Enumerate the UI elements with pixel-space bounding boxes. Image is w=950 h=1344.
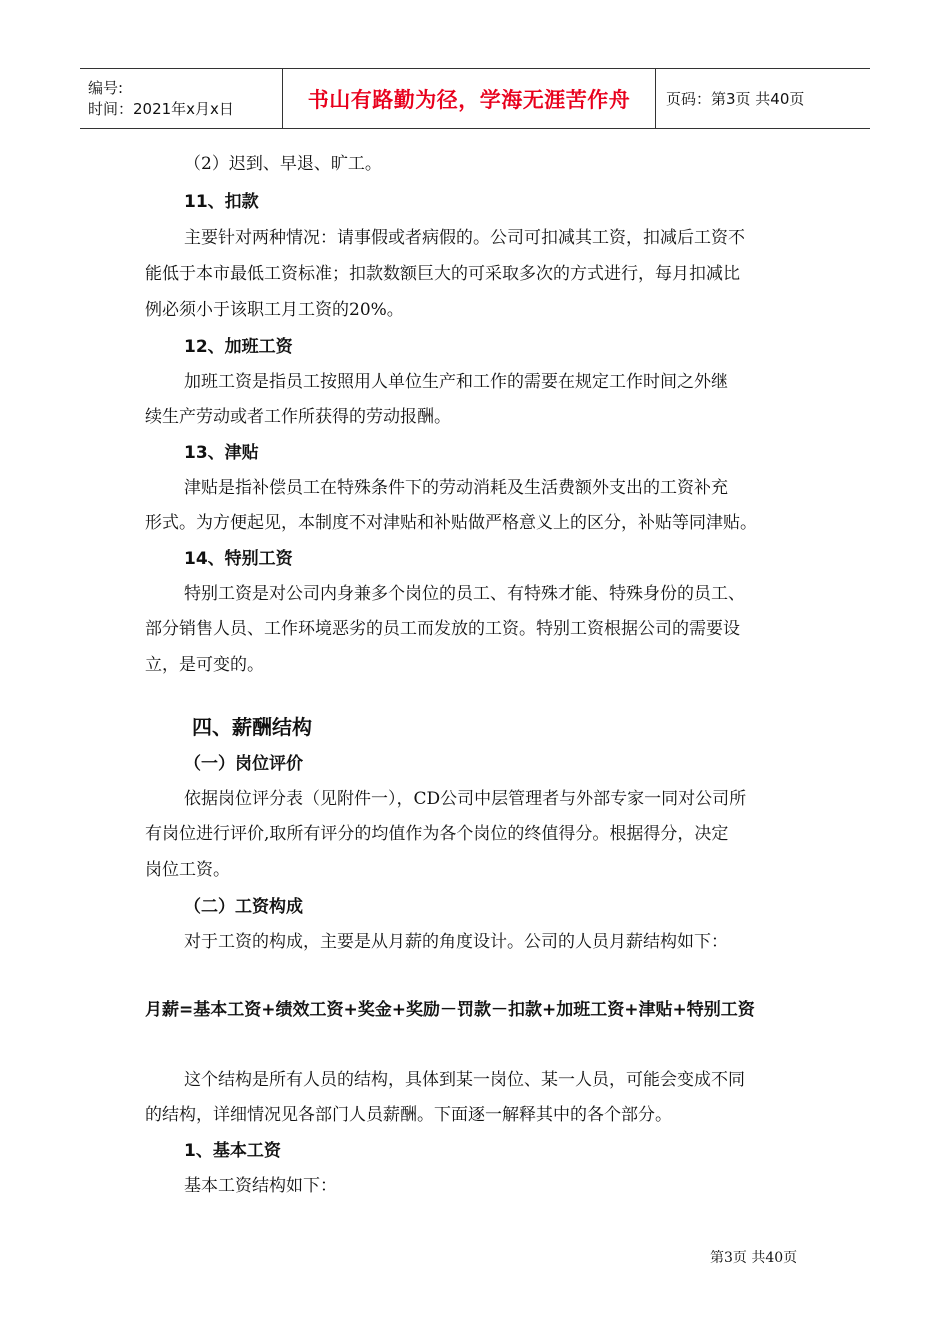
- paragraph-line: 立，是可变的。: [145, 655, 264, 675]
- item-heading: 14、特别工资: [184, 549, 293, 569]
- salary-formula: 月薪=基本工资+绩效工资+奖金+奖励－罚款－扣款+加班工资+津贴+特别工资: [145, 1000, 755, 1020]
- paragraph-line: 续生产劳动或者工作所获得的劳动报酬。: [145, 407, 451, 427]
- header-page-number: 页码：第3页 共40页: [666, 90, 805, 108]
- item-heading: 12、加班工资: [184, 337, 293, 357]
- paragraph-line: 对于工资的构成，主要是从月薪的角度设计。公司的人员月薪结构如下：: [184, 932, 728, 952]
- paragraph-line: 部分销售人员、工作环境恶劣的员工而发放的工资。特别工资根据公司的需要设: [145, 619, 740, 639]
- subsection-heading: （二）工资构成: [184, 897, 303, 917]
- paragraph-line: 特别工资是对公司内身兼多个岗位的员工、有特殊才能、特殊身份的员工、: [184, 584, 745, 604]
- paragraph-line: 加班工资是指员工按照用人单位生产和工作的需要在规定工作时间之外继: [184, 372, 728, 392]
- page-header: [80, 68, 870, 129]
- paragraph-line: 例必须小于该职工月工资的20%。: [145, 300, 404, 320]
- paragraph-line: （2）迟到、早退、旷工。: [184, 154, 382, 174]
- paragraph-line: 岗位工资。: [145, 860, 230, 880]
- header-motto: 书山有路勤为径，学海无涯苦作舟: [282, 69, 656, 128]
- paragraph-line: 形式。为方便起见，本制度不对津贴和补贴做严格意义上的区分，补贴等同津贴。: [145, 513, 757, 533]
- item-heading: 11、扣款: [184, 192, 259, 212]
- document-number-label: 编号:: [88, 78, 124, 97]
- paragraph-line: 有岗位进行评价,取所有评分的均值作为各个岗位的终值得分。根据得分，决定: [145, 824, 729, 844]
- header-meta: [80, 69, 282, 128]
- section-heading: 四、薪酬结构: [192, 715, 312, 739]
- paragraph-line: 能低于本市最低工资标准；扣款数额巨大的可采取多次的方式进行，每月扣减比: [145, 264, 740, 284]
- paragraph-line: 这个结构是所有人员的结构，具体到某一岗位、某一人员，可能会变成不同: [184, 1070, 745, 1090]
- paragraph-line: 基本工资结构如下：: [184, 1176, 337, 1196]
- paragraph-line: 津贴是指补偿员工在特殊条件下的劳动消耗及生活费额外支出的工资补充: [184, 478, 728, 498]
- paragraph-line: 依据岗位评分表（见附件一），CD公司中层管理者与外部专家一同对公司所: [184, 789, 747, 809]
- paragraph-line: 主要针对两种情况：请事假或者病假的。公司可扣减其工资，扣减后工资不: [184, 228, 745, 248]
- page-footer-number: 第3页 共40页: [710, 1250, 798, 1266]
- item-heading: 1、基本工资: [184, 1141, 281, 1161]
- subsection-heading: （一）岗位评价: [184, 754, 303, 774]
- item-heading: 13、津贴: [184, 443, 259, 463]
- document-date-label: 时间：2021年x月x日: [88, 99, 234, 118]
- paragraph-line: 的结构，详细情况见各部门人员薪酬。下面逐一解释其中的各个部分。: [145, 1105, 672, 1125]
